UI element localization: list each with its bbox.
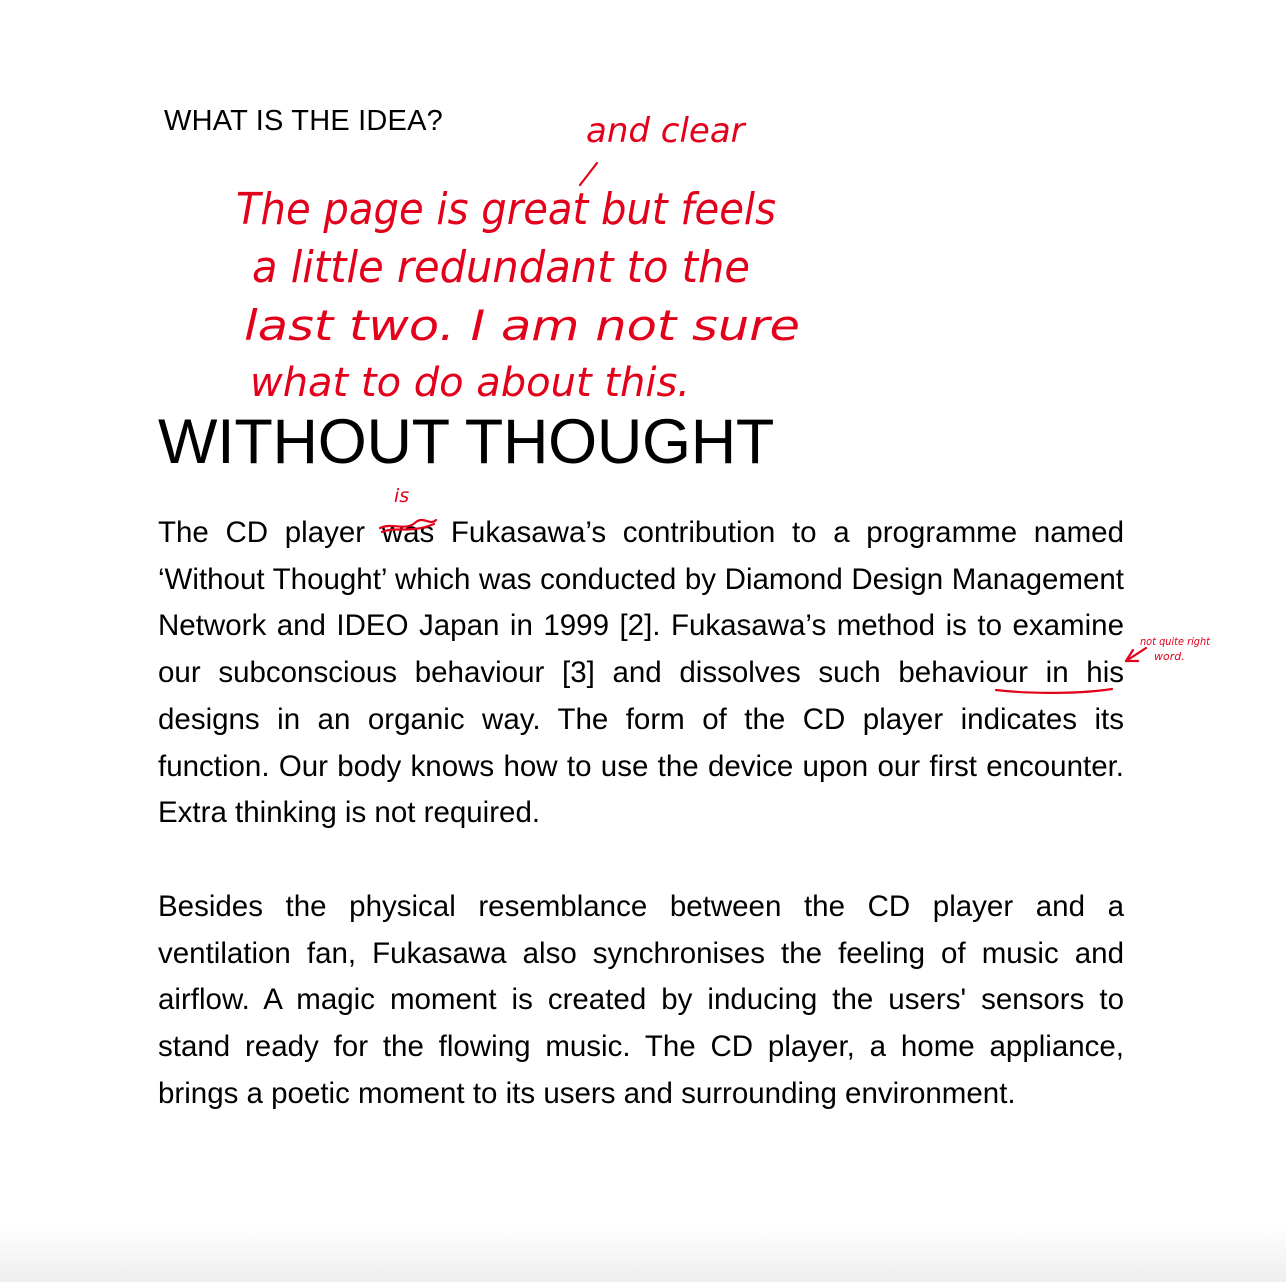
- page-note-line-1: The page is great but feels: [236, 184, 776, 235]
- body-paragraph-2: Besides the physical resemblance between the CD player and a ventilation fan, Fukasawa also synchronises the feeling of music and airflow. A magic moment is created by inducing the users' sensors to stand ready for the flowing music. The CD player, a home appliance, brings a poetic moment to its users and surrounding environment.: [158, 890, 1124, 1110]
- paragraph-text: The CD player: [158, 516, 382, 549]
- page-bottom-shadow: [0, 1226, 1286, 1282]
- body-paragraph-1: [158, 485, 1124, 837]
- margin-note-line-1: not quite right: [1140, 635, 1211, 648]
- paragraph-text: such behaviour in his designs in an organic way. The form of the CD player indicates its function. Our body knows how to use the device upon our first encounter. Extra thinking is not required.: [158, 656, 1124, 830]
- struck-word: [381, 485, 435, 557]
- page-note-line-2: a little redundant to the: [252, 242, 750, 293]
- insertion-note: and clear: [586, 111, 745, 151]
- insertion-tick: [580, 163, 597, 185]
- section-question: WHAT IS THE IDEA?: [164, 105, 443, 137]
- struck-word-text: was: [381, 516, 435, 549]
- page-note-line-3: last two. I am not sure: [244, 301, 800, 350]
- replacement-word: is: [393, 485, 409, 507]
- paragraph-text: Fukasawa’s contribution to a programme named ‘Without Thought’ which was conducted by Diamond Design Management Network and IDEO Japan in 1999 [2]. Fukasawa’s method is to examine our subconscious behaviour [3] and: [158, 516, 1124, 690]
- margin-arrow-head: [1126, 650, 1138, 661]
- page-note-line-4: what to do about this.: [250, 360, 690, 406]
- page-title: WITHOUT THOUGHT: [158, 407, 775, 477]
- margin-note-line-2: word.: [1154, 650, 1185, 663]
- margin-arrow: [1126, 648, 1146, 661]
- underlined-word: dissolves: [679, 656, 801, 690]
